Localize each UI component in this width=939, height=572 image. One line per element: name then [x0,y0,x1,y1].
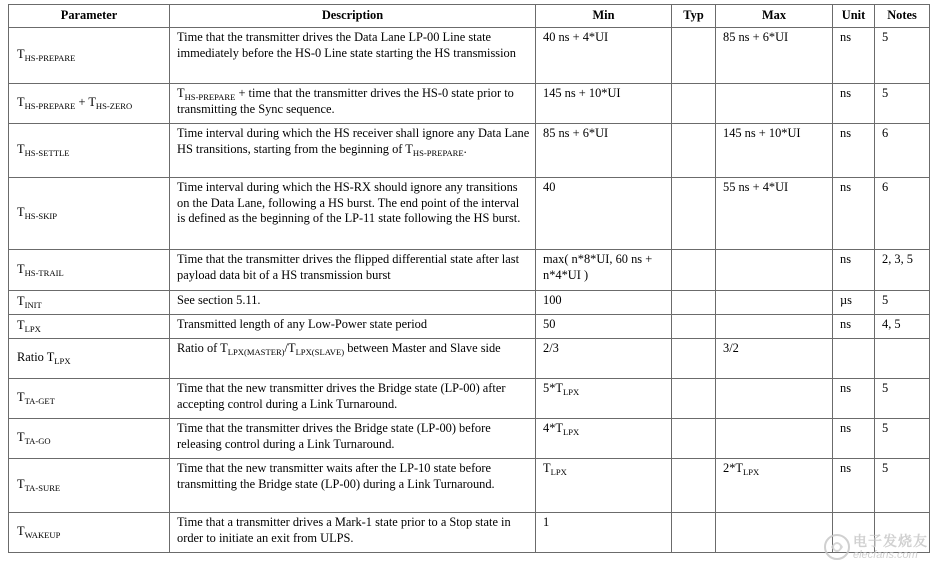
text-run: T [17,477,25,492]
text-run: Time interval during which the HS receiver shall ignore any Data Lane HS transitions, starting from the beginning of T [177,126,530,156]
text-run: Time interval during which the HS-RX should ignore any transitions on the Data Lane, following a HS burst. The end point of the interval is defined as the beginning of the LP-11 state following the HS burst. [177,180,521,225]
cell-max [716,513,833,553]
cell-typ [672,339,716,379]
table-row [9,291,930,315]
watermark-url: elecfans.com [853,549,918,561]
cell-max [716,178,833,250]
cell-typ [672,250,716,291]
text-run: Time that the transmitter drives the flipped differential state after last payload data bit of a HS transmission burst [177,252,520,282]
table-row [9,250,930,291]
table-row [9,459,930,513]
watermark [823,531,933,567]
text-run: T [17,430,25,445]
cell-desc [170,339,536,379]
subscript: HS-SETTLE [24,148,70,159]
cell-desc [170,315,536,339]
cell-typ [672,84,716,124]
subscript: WAKEUP [24,530,61,541]
text-run: T [17,390,25,405]
table-row [9,28,930,84]
table-row [9,339,930,379]
header-description: Description [170,5,536,28]
cell-max [716,419,833,459]
cell-desc [170,513,536,553]
cell-param [9,250,170,291]
table-body [9,28,930,553]
subscript: LPX [54,356,71,367]
subscript: TA-GET [24,396,55,407]
watermark-title: 电子发烧友 [853,533,928,549]
cell-min [536,459,672,513]
text-run: 145 ns + 10*UI [723,126,801,140]
cell-min [536,379,672,419]
text-run: 100 [543,293,562,307]
cell-notes: 5 [875,291,930,315]
cell-max [716,379,833,419]
subscript: LPX [550,467,567,477]
cell-param [9,291,170,315]
header-min: Min [536,5,672,28]
cell-max [716,339,833,379]
table-row [9,178,930,250]
subscript: HS-PREPARE [24,101,76,112]
cell-max [716,315,833,339]
cell-min [536,315,672,339]
cell-notes: 5 [875,459,930,513]
table-row [9,513,930,553]
cell-unit: ns [833,419,875,459]
subscript: HS-TRAIL [24,267,64,278]
text-run: Ratio T [17,350,55,365]
text-run: T [17,524,25,539]
header-max: Max [716,5,833,28]
cell-notes: 2, 3, 5 [875,250,930,291]
subscript: HS-PREPARE [24,53,76,64]
cell-desc [170,28,536,84]
subscript: LPX [24,324,41,335]
subscript: HS-PREPARE [412,147,464,158]
cell-param [9,513,170,553]
text-run: max( n*8*UI, 60 ns + n*4*UI ) [543,252,653,282]
text-run: 85 ns + 6*UI [723,30,789,44]
text-run: T [17,318,25,333]
cell-max [716,84,833,124]
cell-unit: ns [833,178,875,250]
text-run: 4*T [543,421,563,435]
text-run: 50 [543,317,556,331]
cell-notes: 6 [875,124,930,178]
cell-notes: 5 [875,84,930,124]
text-run: Time that the transmitter drives the Data Lane LP-00 Line state immediately before the HS-0 Line state starting the HS transmission [177,30,516,60]
table-row [9,84,930,124]
table-row [9,124,930,178]
text-run: 85 ns + 6*UI [543,126,609,140]
cell-desc [170,419,536,459]
header-typ: Typ [672,5,716,28]
text-run: Time that the new transmitter drives the Bridge state (LP-00) after accepting control during a Link Turnaround. [177,381,506,411]
cell-typ [672,379,716,419]
subscript: HS-ZERO [95,101,133,112]
elecfans-logo-icon [823,533,851,561]
cell-notes: 5 [875,28,930,84]
text-run: between Master and Slave side [344,341,501,355]
subscript: LPX [742,467,760,477]
cell-desc [170,84,536,124]
cell-param [9,339,170,379]
cell-unit: ns [833,250,875,291]
cell-param [9,84,170,124]
cell-max [716,124,833,178]
cell-typ [672,178,716,250]
subscript: TA-SURE [24,483,61,494]
text-run: + T [75,95,96,110]
cell-param [9,28,170,84]
cell-unit: ns [833,28,875,84]
subscript: HS-PREPARE [184,92,236,102]
text-run: 5*T [543,381,563,395]
cell-typ [672,291,716,315]
cell-unit: ns [833,459,875,513]
subscript: LPX(MASTER) [227,347,285,357]
text-run: 3/2 [723,341,739,355]
cell-notes [875,339,930,379]
cell-desc [170,291,536,315]
text-run: Time that the new transmitter waits after the LP-10 state before transmitting the Bridge state (LP-00) during a Link Turnaround. [177,461,495,491]
cell-desc [170,379,536,419]
text-run: . [463,141,467,156]
header-unit: Unit [833,5,875,28]
text-run: T [17,47,25,62]
cell-desc [170,124,536,178]
table-row [9,315,930,339]
text-run: Ratio of T [177,341,228,355]
cell-min [536,178,672,250]
cell-typ [672,513,716,553]
text-run: T [543,461,551,475]
cell-desc [170,459,536,513]
text-run: T [17,95,25,110]
text-run: T [17,261,25,276]
header-notes: Notes [875,5,930,28]
text-run: /T [284,341,296,355]
cell-param [9,379,170,419]
text-run: T [17,142,25,157]
cell-param [9,178,170,250]
cell-notes: 5 [875,419,930,459]
text-run: Time that the transmitter drives the Bridge state (LP-00) before releasing control during a Link Turnaround. [177,421,491,451]
cell-min [536,28,672,84]
text-run: 145 ns + 10*UI [543,86,621,100]
timing-parameter-table [8,4,930,553]
text-run: Transmitted length of any Low-Power state period [177,317,428,331]
cell-desc [170,178,536,250]
text-run: T [177,86,185,100]
header-row [9,5,930,28]
cell-unit: ns [833,379,875,419]
subscript: HS-SKIP [24,211,58,222]
cell-param [9,459,170,513]
cell-param [9,124,170,178]
cell-min [536,250,672,291]
text-run: T [17,205,25,220]
table-header [9,5,930,28]
cell-unit: ns [833,315,875,339]
cell-notes: 4, 5 [875,315,930,339]
cell-desc [170,250,536,291]
cell-min [536,291,672,315]
cell-unit: ns [833,124,875,178]
text-run: 2/3 [543,341,559,355]
cell-notes: 6 [875,178,930,250]
text-run: T [17,294,25,309]
subscript: LPX [562,427,580,437]
text-run: + time that the transmitter drives the HS-0 state prior to transmitting the Sync sequence. [177,86,514,116]
cell-min [536,124,672,178]
text-run: 55 ns + 4*UI [723,180,789,194]
text-run: 40 [543,180,556,194]
cell-typ [672,315,716,339]
cell-max [716,250,833,291]
subscript: INIT [24,300,42,311]
header-parameter: Parameter [9,5,170,28]
cell-min [536,513,672,553]
cell-typ [672,419,716,459]
cell-unit [833,339,875,379]
cell-min [536,419,672,459]
subscript: TA-GO [24,436,51,447]
text-run: Time that a transmitter drives a Mark-1 state prior to a Stop state in order to initiate an exit from ULPS. [177,515,511,545]
cell-typ [672,28,716,84]
cell-notes: 5 [875,379,930,419]
cell-min [536,84,672,124]
text-run: See section 5.11. [177,293,261,307]
table-row [9,379,930,419]
cell-min [536,339,672,379]
text-run: 2*T [723,461,743,475]
cell-param [9,419,170,459]
subscript: LPX(SLAVE) [295,347,345,357]
cell-typ [672,124,716,178]
text-run: 40 ns + 4*UI [543,30,609,44]
cell-unit: µs [833,291,875,315]
cell-param [9,315,170,339]
cell-typ [672,459,716,513]
table-row [9,419,930,459]
cell-max [716,28,833,84]
cell-max [716,291,833,315]
cell-max [716,459,833,513]
cell-unit: ns [833,84,875,124]
text-run: 1 [543,515,550,529]
subscript: LPX [562,387,580,397]
